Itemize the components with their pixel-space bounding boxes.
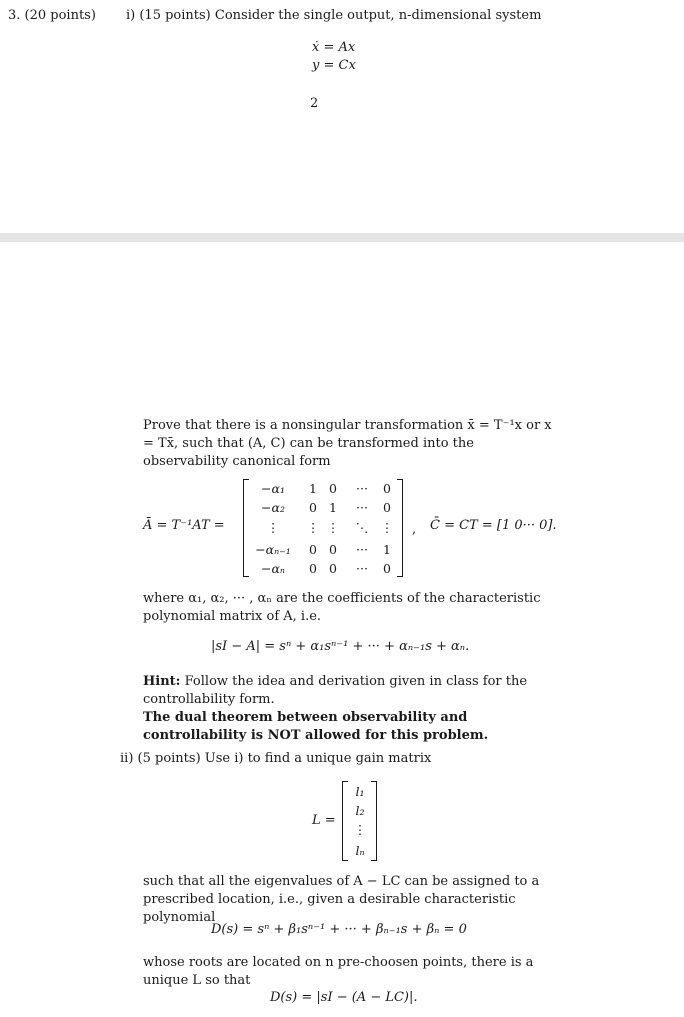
- matrix-comma: ,: [412, 522, 417, 537]
- gain-left-bracket: [342, 781, 348, 861]
- part-ii-heading: ii) (5 points) Use i) to find a unique gain matrix: [120, 751, 432, 766]
- matrix-cell: 0: [329, 481, 337, 496]
- matrix-cell: −αₙ: [261, 561, 285, 576]
- prove-paragraph: Prove that there is a nonsingular transformation x̄ = T⁻¹x or x = Tx̄, such that (A, C) can be transformed into the observability canonical form: [143, 418, 552, 469]
- characteristic-polynomial: |sI − A| = sⁿ + α₁sⁿ⁻¹ + ··· + αₙ₋₁s + αₙ.: [211, 639, 470, 654]
- gain-matrix-lhs: L =: [312, 813, 336, 828]
- cbar-definition: C̄ = CT = [1 0··· 0].: [430, 518, 557, 533]
- hint-label: Hint:: [143, 674, 181, 689]
- matrix-cell: lₙ: [355, 843, 365, 858]
- matrix-cell: ···: [356, 500, 368, 515]
- desired-polynomial: D(s) = sⁿ + β₁sⁿ⁻¹ + ··· + βₙ₋₁s + βₙ = 0: [211, 922, 467, 937]
- eigenvalue-paragraph: such that all the eigenvalues of A − LC can be assigned to a prescribed location, i.e., given a desirable characteristic polynomial: [143, 874, 540, 925]
- abar-definition: Ā = T⁻¹AT =: [143, 518, 225, 533]
- hint-text: Follow the idea and derivation given in class for the controllability form.: [143, 674, 528, 707]
- output-equation: y = Cx: [312, 58, 356, 73]
- matrix-cell: 1: [309, 481, 317, 496]
- matrix-cell: 0: [309, 500, 317, 515]
- matrix-cell: l₂: [355, 803, 365, 818]
- matrix-cell: 0: [309, 542, 317, 557]
- matrix-cell: ⋮: [306, 520, 320, 535]
- matrix-cell: 0: [329, 561, 337, 576]
- matrix-cell: 0: [383, 500, 391, 515]
- roots-paragraph: whose roots are located on n pre-choosen points, there is a unique L so that: [143, 955, 534, 988]
- matrix-cell: ···: [356, 481, 368, 496]
- matrix-cell: 0: [329, 542, 337, 557]
- matrix-cell: −α₁: [261, 481, 285, 496]
- page-break-divider: [0, 233, 684, 242]
- matrix-cell: ⋮: [353, 822, 367, 837]
- matrix-cell: l₁: [355, 784, 365, 799]
- matrix-cell: 1: [329, 500, 337, 515]
- matrix-cell: 0: [383, 481, 391, 496]
- dual-theorem-warning: The dual theorem between observability and controllability is NOT allowed for this problem.: [143, 710, 489, 743]
- matrix-cell: ⋱: [355, 520, 369, 535]
- matrix-cell: 0: [309, 561, 317, 576]
- final-equation: D(s) = |sI − (A − LC)|.: [270, 990, 418, 1005]
- abar-right-bracket: [397, 479, 403, 577]
- matrix-cell: 1: [383, 542, 391, 557]
- state-equation: ẋ = Ax: [312, 40, 356, 55]
- matrix-cell: ···: [356, 542, 368, 557]
- hint-paragraph: [143, 673, 553, 709]
- matrix-cell: 0: [383, 561, 391, 576]
- matrix-cell: ···: [356, 561, 368, 576]
- matrix-cell: ⋮: [266, 520, 280, 535]
- where-paragraph: where α₁, α₂, ··· , αₙ are the coefficients of the characteristic polynomial matrix of A, i.e.: [143, 591, 541, 624]
- matrix-cell: −α₂: [261, 500, 285, 515]
- abar-left-bracket: [243, 479, 249, 577]
- page-number: 2: [310, 96, 319, 111]
- gain-right-bracket: [371, 781, 377, 861]
- matrix-cell: ⋮: [326, 520, 340, 535]
- problem-label: 3. (20 points): [8, 8, 96, 23]
- matrix-cell: ⋮: [380, 520, 394, 535]
- matrix-cell: −αₙ₋₁: [255, 542, 291, 557]
- part-i-heading: i) (15 points) Consider the single output, n-dimensional system: [126, 8, 542, 23]
